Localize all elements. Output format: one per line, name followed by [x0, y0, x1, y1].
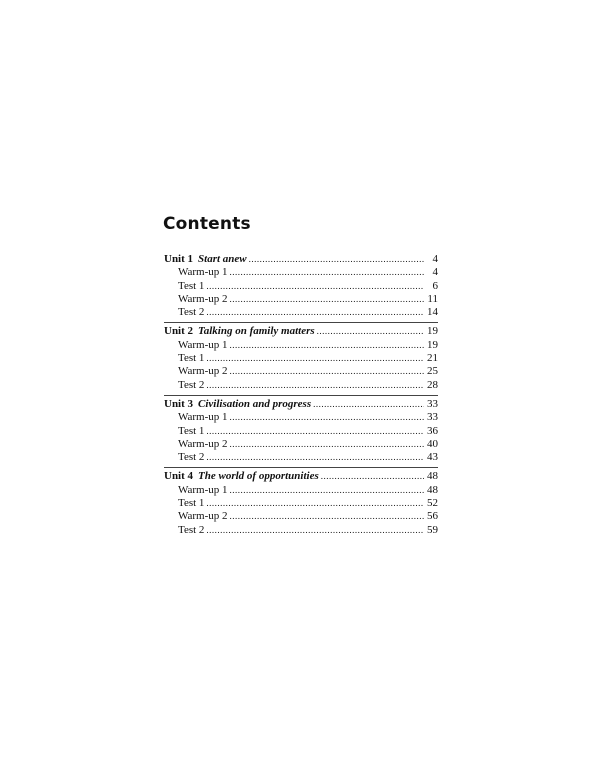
toc-sub-entry[interactable]: [164, 451, 438, 464]
entry-label: Warm-up 1: [178, 338, 228, 351]
page-number: 36: [427, 424, 438, 437]
dot-leader: [317, 325, 424, 338]
entry-label: Test 2: [178, 378, 205, 391]
page-number: 4: [432, 253, 438, 265]
dot-leader: [230, 510, 424, 523]
entry-label: Test 2: [178, 451, 205, 464]
entry-label: Warm-up 2: [178, 437, 228, 450]
toc-sub-entry[interactable]: [164, 339, 438, 352]
entry-label: Warm-up 2: [178, 510, 228, 523]
page-number: 56: [427, 510, 438, 523]
page-number: 11: [427, 292, 438, 305]
toc-unit-entry[interactable]: [164, 253, 438, 266]
entry-label: Test 2: [178, 523, 205, 536]
entry-label: Test 2: [178, 306, 205, 319]
dot-leader: [230, 339, 424, 352]
page-number: 48: [427, 470, 438, 483]
entry-label: Warm-up 2: [178, 292, 228, 305]
toc-sub-entry[interactable]: [164, 365, 438, 378]
dot-leader: [230, 484, 424, 497]
page-title: Contents: [163, 214, 251, 234]
toc-unit-entry[interactable]: [164, 325, 438, 338]
toc-unit-4: [164, 467, 438, 536]
dot-leader: [206, 280, 424, 293]
toc-unit-2: [164, 322, 438, 391]
unit-title: Civilisation and progress: [198, 397, 312, 410]
page-number: 19: [427, 338, 438, 351]
toc-sub-entry[interactable]: [164, 425, 438, 438]
page-number: 33: [427, 411, 438, 424]
unit-title: The world of opportunities: [198, 470, 319, 483]
entry-label: Warm-up 1: [178, 483, 228, 496]
page-number: 28: [427, 378, 438, 391]
toc-sub-entry[interactable]: [164, 280, 438, 293]
entry-label: Warm-up 1: [178, 266, 228, 279]
toc-sub-entry[interactable]: [164, 524, 438, 537]
entry-label: Test 1: [178, 352, 205, 365]
toc-unit-1: [164, 253, 438, 319]
toc-sub-entry[interactable]: [164, 379, 438, 392]
toc-sub-entry[interactable]: [164, 266, 438, 279]
dot-leader: [206, 306, 424, 319]
page-number: 33: [427, 397, 438, 410]
dot-leader: [230, 438, 424, 451]
page-number: 52: [427, 497, 438, 510]
dot-leader: [313, 398, 424, 411]
page-number: 19: [427, 325, 438, 338]
page-number: 14: [427, 306, 438, 319]
dot-leader: [206, 425, 424, 438]
toc-sub-entry[interactable]: [164, 438, 438, 451]
toc-sub-entry[interactable]: [164, 484, 438, 497]
dot-leader: [206, 451, 424, 464]
unit-number: Unit 2: [164, 325, 194, 338]
table-of-contents: [164, 253, 438, 540]
dot-leader: [206, 497, 424, 510]
page-number: 48: [427, 483, 438, 496]
toc-unit-entry[interactable]: [164, 398, 438, 411]
dot-leader: [206, 379, 424, 392]
page-number: 43: [427, 451, 438, 464]
toc-sub-entry[interactable]: [164, 411, 438, 424]
unit-number: Unit 1: [164, 253, 194, 265]
page-number: 4: [432, 266, 438, 279]
dot-leader: [249, 253, 424, 266]
toc-unit-3: [164, 395, 438, 464]
unit-number: Unit 3: [164, 397, 194, 410]
page-number: 25: [427, 365, 438, 378]
unit-title: Start anew: [198, 253, 247, 265]
dot-leader: [230, 293, 424, 306]
entry-label: Test 1: [178, 497, 205, 510]
entry-label: Test 1: [178, 424, 205, 437]
toc-sub-entry[interactable]: [164, 510, 438, 523]
page-number: 6: [432, 279, 438, 292]
dot-leader: [321, 470, 424, 483]
entry-label: Warm-up 1: [178, 411, 228, 424]
unit-title: Talking on family matters: [198, 325, 315, 338]
dot-leader: [206, 352, 424, 365]
entry-label: Warm-up 2: [178, 365, 228, 378]
toc-unit-entry[interactable]: [164, 470, 438, 483]
dot-leader: [230, 266, 424, 279]
toc-sub-entry[interactable]: [164, 306, 438, 319]
toc-sub-entry[interactable]: [164, 293, 438, 306]
dot-leader: [230, 411, 424, 424]
page-number: 59: [427, 523, 438, 536]
toc-sub-entry[interactable]: [164, 497, 438, 510]
entry-label: Test 1: [178, 279, 205, 292]
toc-sub-entry[interactable]: [164, 352, 438, 365]
dot-leader: [206, 524, 424, 537]
page-number: 21: [427, 352, 438, 365]
page-number: 40: [427, 437, 438, 450]
dot-leader: [230, 365, 424, 378]
unit-number: Unit 4: [164, 470, 194, 483]
